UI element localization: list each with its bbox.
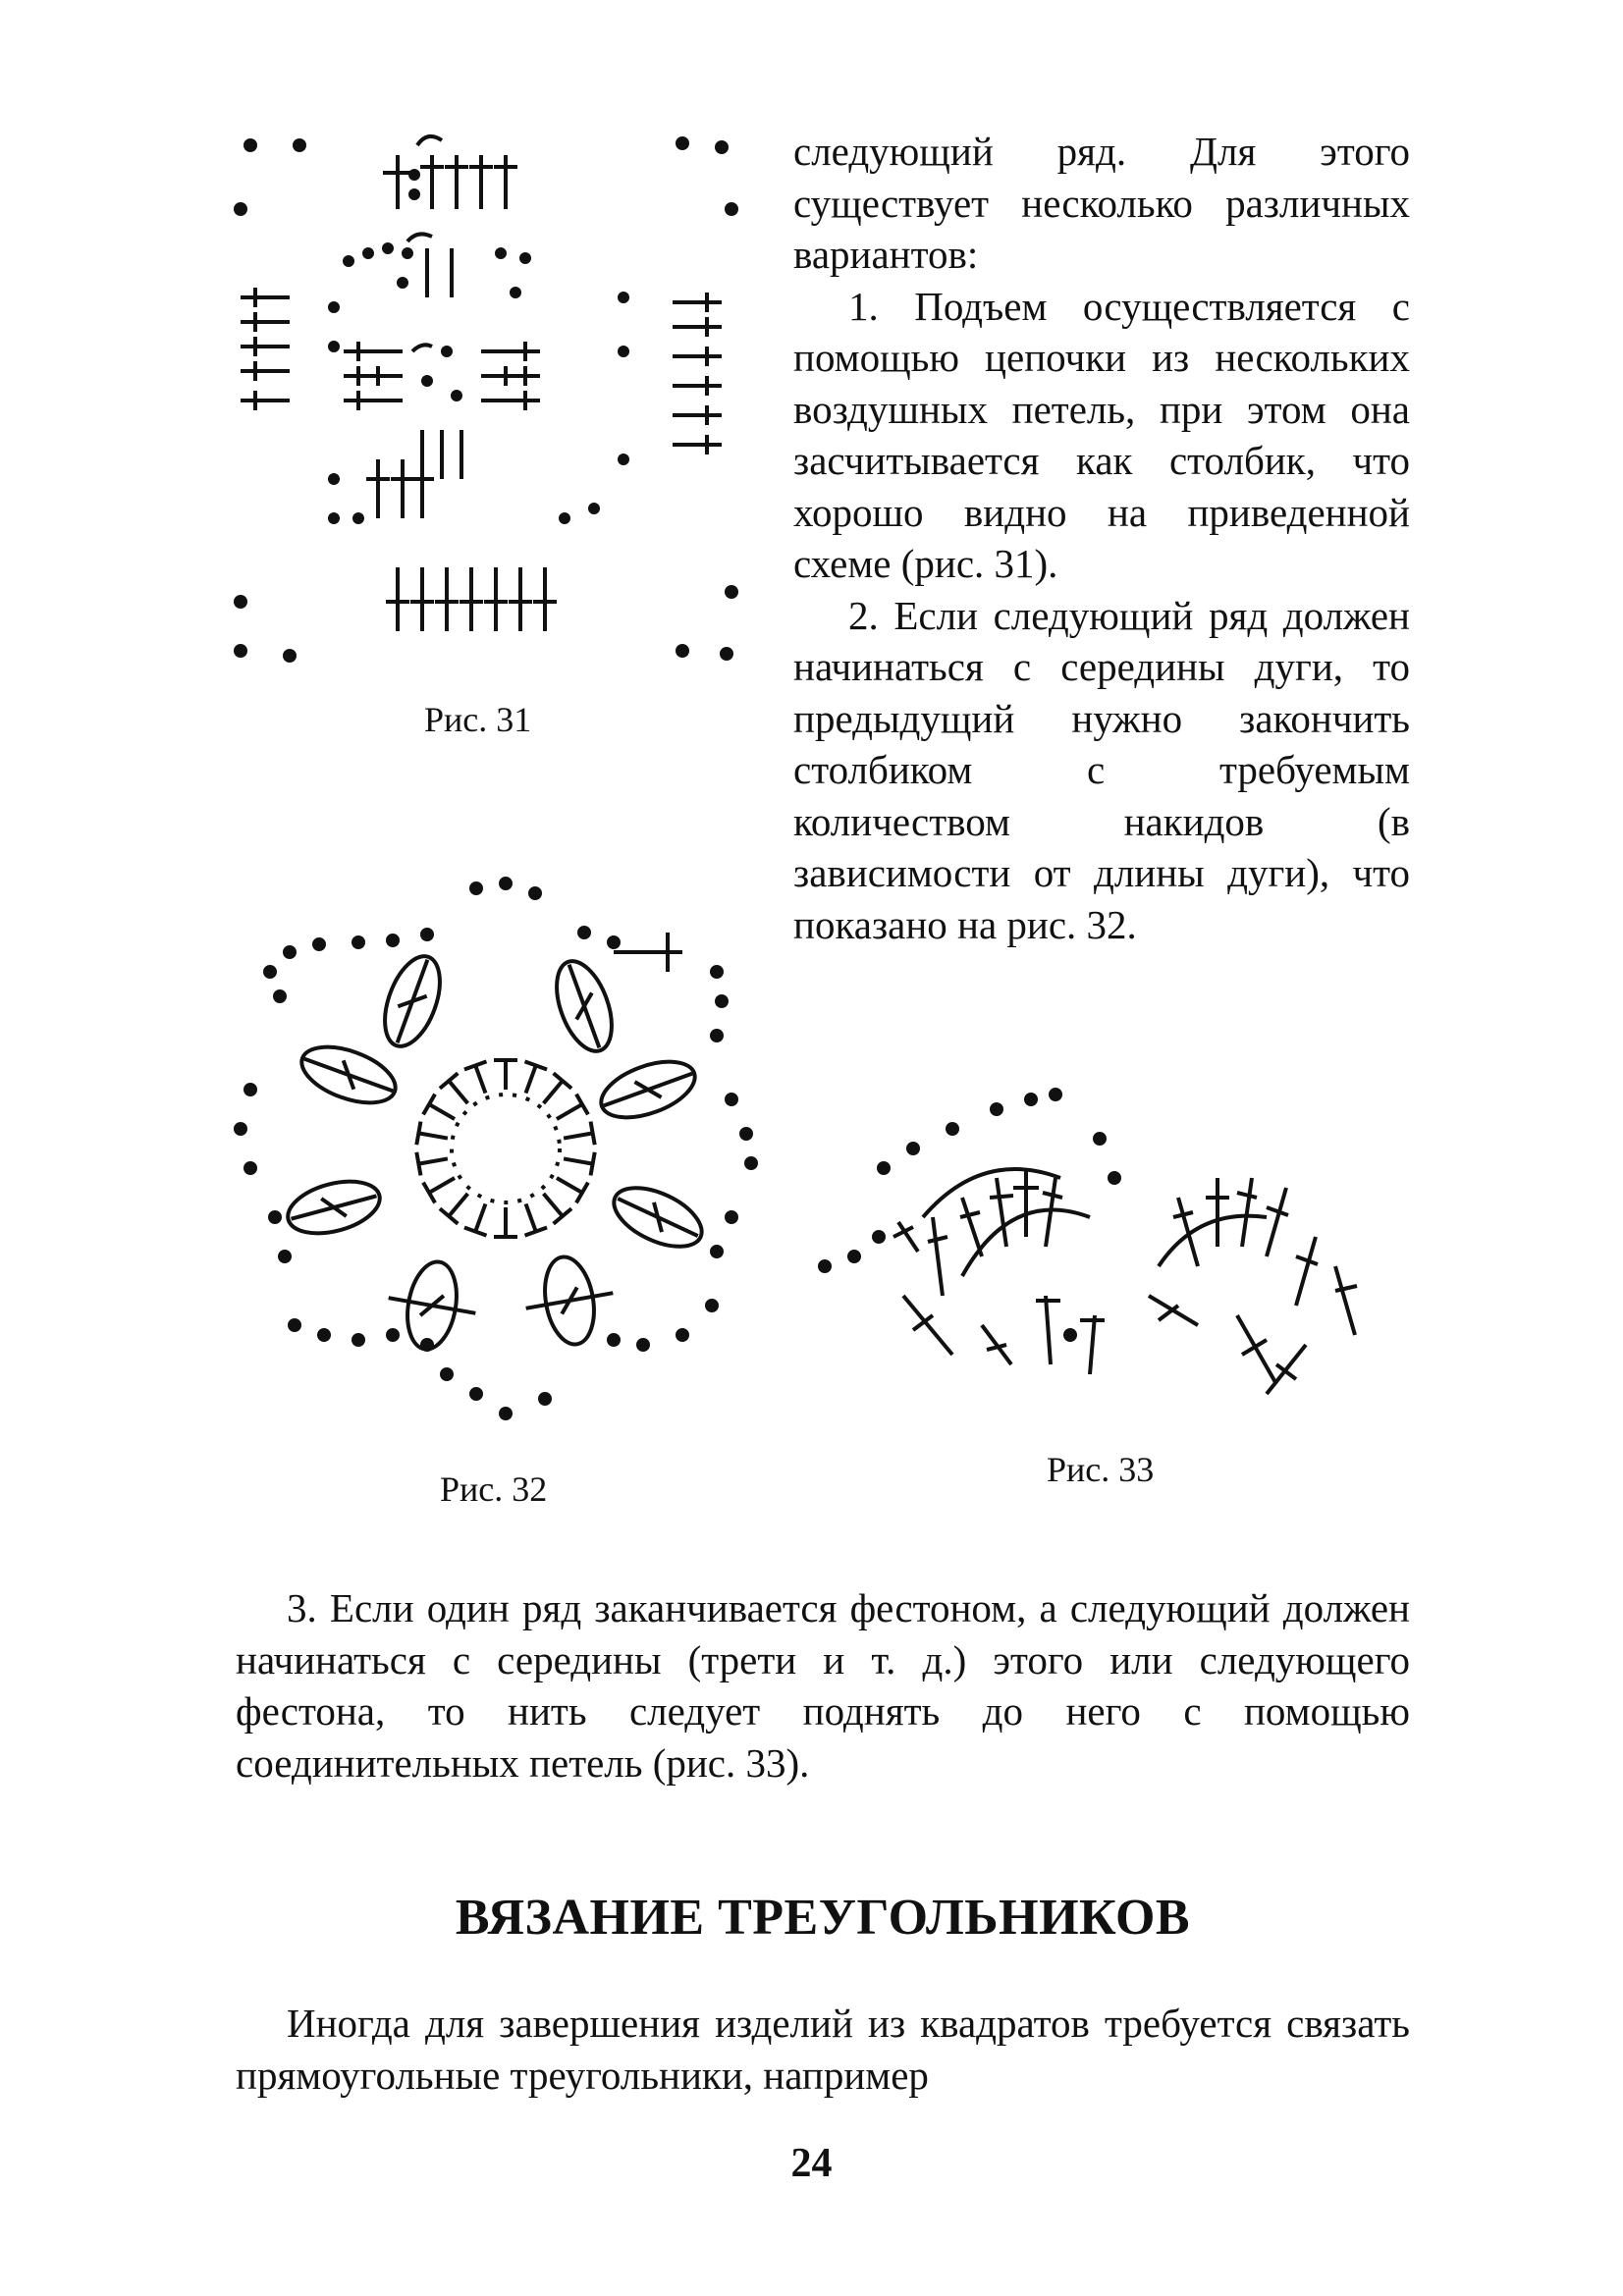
figure-31-diagram — [221, 116, 771, 685]
body-paragraph-block — [236, 1998, 1410, 2101]
column-intro: следующий ряд. Для этого существует несколько различных вариантов: — [793, 129, 1410, 277]
section-heading: ВЯЗАНИЕ ТРЕУГОЛЬНИКОВ — [455, 1890, 1191, 1946]
column-item-2: 2. Если следующий ряд должен начинаться с середины дуги, то предыдущий нужно закончить столбиком с требуемым количеством накидов (в зависимости от длины дуги), что показано на рис. 32. — [793, 592, 1410, 947]
figure-33-diagram — [805, 1070, 1414, 1433]
right-text-column — [793, 126, 1410, 950]
body-paragraph: Иногда для завершения изделий из квадратов требуется связать прямоугольные треугольники, например — [236, 2001, 1410, 2098]
figure-32-diagram — [221, 864, 790, 1433]
figure-32-caption: Рис. 32 — [440, 1469, 548, 1509]
body-item-3: 3. Если один ряд заканчивается фестоном, а следующий должен начинаться с середины (трети и т. д.) этого или следующего фестона, то нить следует поднять до него с помощью соединительных петель (рис. 33). — [236, 1585, 1410, 1786]
figure-31-caption: Рис. 31 — [424, 700, 532, 739]
body-item-3-block — [236, 1582, 1410, 1789]
page-number: 24 — [790, 2141, 833, 2186]
column-item-1: 1. Подъем осуществляется с помощью цепочки из нескольких воздушных петель, при этом она засчитывается как столбик, что хорошо видно на приведенной схеме (рис. 31). — [793, 283, 1410, 586]
figure-33-caption: Рис. 33 — [1047, 1450, 1155, 1489]
